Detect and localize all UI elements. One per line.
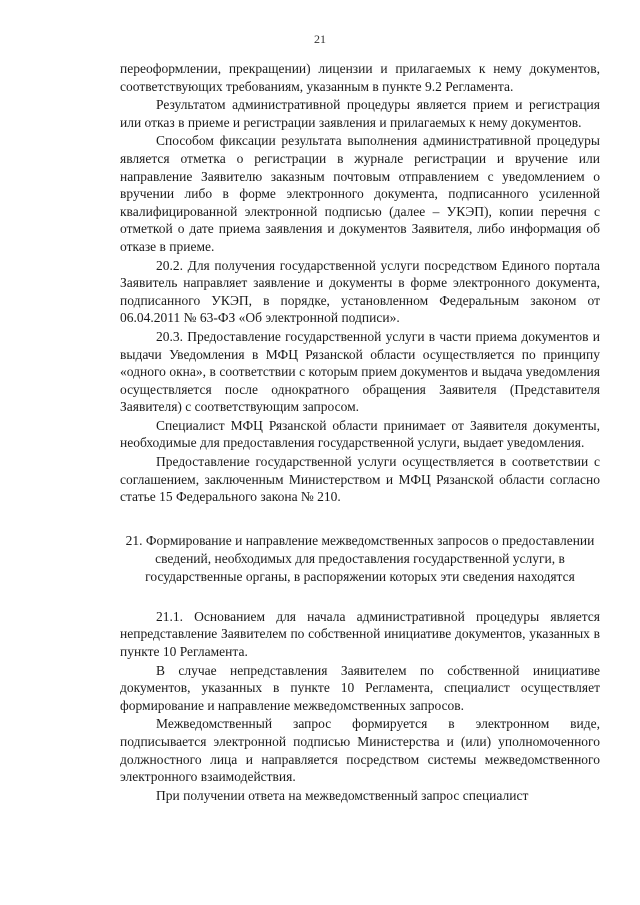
paragraph: В случае непредставления Заявителем по собственной инициативе документов, указанных в пункте 10 Регламента, специалист осуществляет формирование и направление межведомственных запросов.	[120, 662, 600, 713]
paragraph: Способом фиксации результата выполнения административной процедуры является отметка о регистрации в журнале регистрации и вручение или направление Заявителю заказным почтовым отправлением с уведомлением о вручении либо в форме электронного документа, подписанного усиленной квалифицированной электронной подписью (далее – УКЭП), копии перечня с отметкой о дате приема заявления и документов Заявителя, либо информация об отказе в приеме.	[120, 133, 600, 254]
paragraph: Результатом административной процедуры является прием и регистрация или отказ в приеме и регистрации заявления и прилагаемых к нему документов.	[120, 97, 600, 130]
paragraph: Предоставление государственной услуги осуществляется в соответствии с соглашением, заключенным Министерством и МФЦ Рязанской области согласно статье 15 Федерального закона № 210.	[120, 454, 600, 505]
paragraph: 21.1. Основанием для начала административной процедуры является непредставление Заявителем по собственной инициативе документов, указанных в пункте 10 Регламента.	[120, 608, 600, 660]
page-number: 21	[314, 32, 326, 46]
paragraph: переоформлении, прекращении) лицензии и прилагаемых к нему документов, соответствующих требованиям, указанным в пункте 9.2 Регламента.	[120, 61, 600, 94]
paragraph: 20.2. Для получения государственной услуги посредством Единого портала Заявитель направляет заявление и документы в форме электронного документа, подписанного УКЭП, в порядке, установленном Федеральным законом от 06.04.2011 № 63-ФЗ «Об электронной подписи».	[120, 257, 600, 326]
paragraph: Межведомственный запрос формируется в электронном виде, подписывается электронной подписью Министерства и (или) уполномоченного должностного лица и направляется посредством системы межведомственного электронного взаимодействия.	[120, 716, 600, 785]
paragraph: 20.3. Предоставление государственной услуги в части приема документов и выдачи Уведомления в МФЦ Рязанской области осуществляется по принципу «одного окна», в соответствии с которым прием документов и выдача уведомления осуществляется после однократного обращения Заявителя (Представителя Заявителя) с соответствующим запросом.	[120, 328, 600, 415]
paragraph: Специалист МФЦ Рязанской области принимает от Заявителя документы, необходимые для предоставления государственной услуги, выдает уведомления.	[120, 417, 600, 451]
paragraph: При получении ответа на межведомственный запрос специалист	[156, 787, 529, 803]
section-heading: 21. Формирование и направление межведомственных запросов о предоставлении сведений, необходимых для предоставления государственной услуги, в государственные органы, в распоряжении которых эти сведения находятся	[125, 532, 595, 584]
document-body	[120, 60, 600, 804]
